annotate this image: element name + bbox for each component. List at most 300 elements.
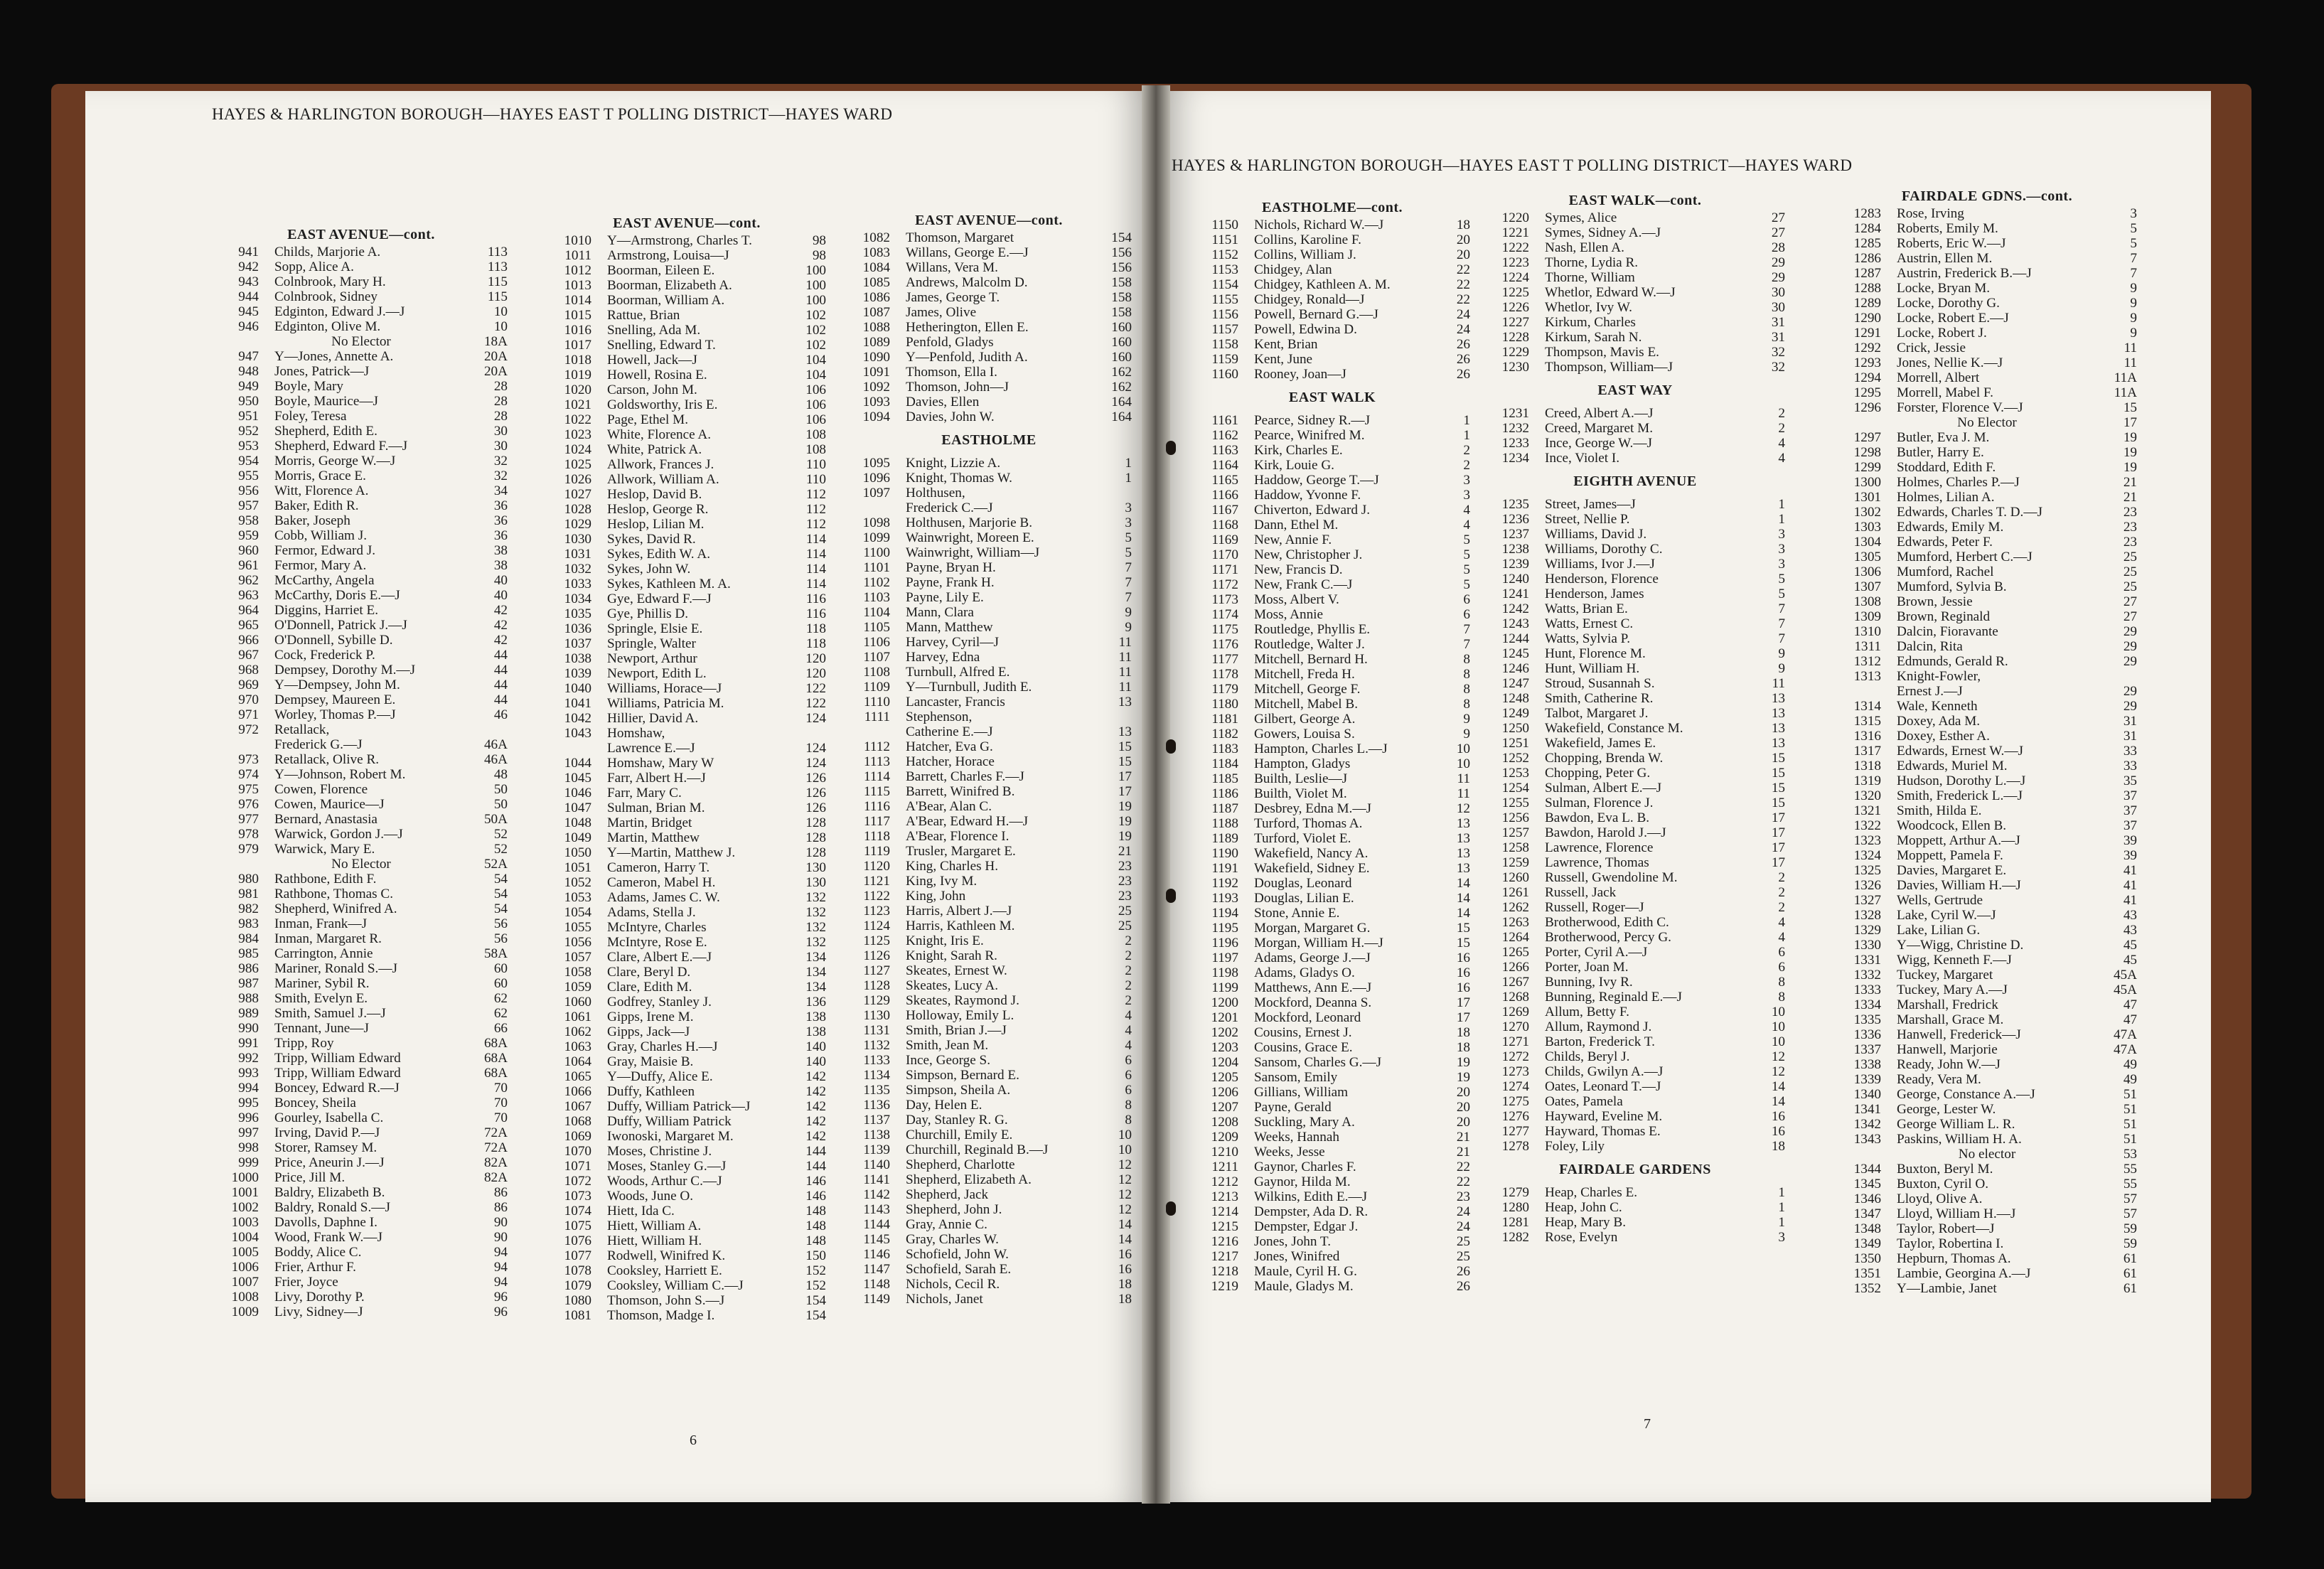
elector-row [843, 380, 1135, 395]
house-number: 16 [1456, 965, 1470, 980]
elector-row [545, 293, 829, 308]
elector-row [212, 543, 510, 558]
elector-name: Hampton, Gladys [1254, 756, 1351, 771]
house-number: 38 [493, 558, 508, 573]
elector-number: 949 [238, 379, 259, 394]
elector-number: 1252 [1501, 751, 1529, 766]
elector-row [1834, 1162, 2140, 1177]
elector-name: Bawdon, Harold J.—J [1545, 825, 1666, 840]
house-number: 28 [1771, 240, 1785, 255]
elector-number: 1259 [1501, 855, 1529, 870]
elector-number: 1083 [862, 245, 890, 260]
elector-name: Goldsworthy, Iris E. [607, 397, 718, 412]
elector-name: Childs, Marjorie A. [274, 245, 381, 259]
elector-row [545, 606, 829, 621]
elector-number: 1163 [1211, 443, 1238, 458]
elector-number: 1216 [1211, 1234, 1238, 1249]
house-number: 8 [1463, 682, 1470, 697]
elector-row [545, 741, 829, 756]
elector-name: Baker, Joseph [274, 513, 350, 528]
elector-name: Harris, Kathleen M. [906, 919, 1015, 933]
elector-row [545, 1263, 829, 1278]
elector-row [1482, 451, 1788, 466]
house-number: 51 [2123, 1102, 2137, 1117]
elector-name: Boncey, Edward R.—J [274, 1081, 400, 1096]
elector-row [1482, 870, 1788, 885]
elector-row [212, 1170, 510, 1185]
elector-name: Payne, Gerald [1254, 1100, 1332, 1115]
elector-row [545, 800, 829, 815]
elector-name: Cock, Frederick P. [274, 648, 375, 663]
elector-name: Kirkum, Sarah N. [1545, 330, 1642, 345]
elector-number: 1031 [564, 547, 591, 562]
elector-row [212, 1110, 510, 1125]
house-number: 148 [805, 1219, 826, 1233]
house-number: 16 [1771, 1124, 1785, 1139]
elector-name: George, Constance A.—J [1897, 1087, 2035, 1102]
house-number: 37 [2123, 818, 2137, 833]
elector-number: 1294 [1853, 370, 1881, 385]
elector-name: Gye, Phillis D. [607, 606, 689, 621]
elector-number: 1064 [564, 1054, 591, 1069]
elector-name: Davies, John W. [906, 409, 995, 424]
house-number: 39 [2123, 833, 2137, 848]
elector-row [1482, 601, 1788, 616]
house-number: 158 [1111, 275, 1132, 290]
elector-number: 972 [238, 722, 259, 737]
elector-name: Adams, Stella J. [607, 905, 696, 920]
elector-name: Butler, Eva J. M. [1897, 430, 1990, 445]
house-number: 45 [2123, 953, 2137, 968]
house-number: 17 [1456, 1010, 1470, 1025]
column-5 [1482, 191, 1788, 1245]
house-number: 17 [1118, 769, 1132, 784]
elector-number: 1058 [564, 965, 591, 980]
elector-row [1192, 771, 1473, 786]
house-number: 24 [1456, 322, 1470, 337]
house-number: 110 [805, 457, 826, 472]
elector-number: 1311 [1854, 639, 1881, 654]
house-number: 122 [805, 681, 826, 696]
elector-row [1482, 631, 1788, 646]
house-number: 9 [1463, 712, 1470, 727]
house-number: 132 [805, 905, 826, 920]
elector-row [1834, 908, 2140, 923]
elector-number: 1059 [564, 980, 591, 995]
elector-name: King, John [906, 889, 966, 904]
elector-row [1834, 684, 2140, 699]
elector-row [1482, 840, 1788, 855]
house-number: 5 [1463, 577, 1470, 592]
elector-number: 1143 [863, 1202, 890, 1217]
elector-number: 1090 [862, 350, 890, 365]
elector-row [212, 1200, 510, 1215]
elector-number: 946 [238, 319, 259, 334]
elector-name: Heap, Charles E. [1545, 1185, 1638, 1200]
elector-number: 1070 [564, 1144, 591, 1159]
elector-number: 984 [238, 931, 259, 946]
house-number: 37 [2123, 803, 2137, 818]
elector-row [212, 916, 510, 931]
elector-name: Davolls, Daphne I. [274, 1215, 377, 1230]
elector-number: 1161 [1211, 413, 1238, 428]
elector-number: 1013 [564, 278, 591, 293]
elector-number: 954 [238, 454, 259, 468]
elector-number: 1029 [564, 517, 591, 532]
elector-row [1192, 697, 1473, 712]
elector-row [1834, 669, 2140, 684]
elector-row [1482, 1139, 1788, 1154]
elector-row [1192, 786, 1473, 801]
house-number: 21 [2123, 490, 2137, 505]
house-number: 3 [1778, 527, 1785, 542]
elector-row [1834, 1221, 2140, 1236]
house-number: 108 [805, 442, 826, 457]
house-number: 19 [1118, 799, 1132, 814]
elector-row [1482, 721, 1788, 736]
elector-row [212, 454, 510, 468]
elector-row [1834, 803, 2140, 818]
elector-number: 1349 [1853, 1236, 1881, 1251]
elector-name: Bunning, Reginald E.—J [1545, 990, 1682, 1005]
elector-name: McIntyre, Charles [607, 920, 707, 935]
elector-number: 1323 [1853, 833, 1881, 848]
house-number: 4 [1463, 503, 1470, 518]
elector-name: Gray, Annie C. [906, 1217, 987, 1232]
elector-number: 1326 [1853, 878, 1881, 893]
elector-name: Price, Jill M. [274, 1170, 346, 1185]
house-number: 62 [493, 991, 508, 1006]
house-number: 144 [805, 1144, 826, 1159]
elector-name: Doxey, Esther A. [1897, 729, 1990, 744]
elector-row [1192, 741, 1473, 756]
elector-row [843, 1277, 1135, 1292]
house-number: 44 [493, 648, 508, 663]
elector-name: Street, James—J [1545, 497, 1636, 512]
elector-name: Holmes, Lilian A. [1897, 490, 1995, 505]
elector-number: 970 [238, 692, 259, 707]
elector-row [1482, 572, 1788, 587]
elector-number: 1110 [864, 695, 890, 709]
house-number: 4 [1778, 451, 1785, 466]
elector-name: Thorne, William [1545, 270, 1635, 285]
elector-number: 1243 [1501, 616, 1529, 631]
house-number: 152 [805, 1278, 826, 1293]
elector-name: Mann, Clara [906, 605, 974, 620]
house-number: 1 [1778, 1200, 1785, 1215]
house-number: 1 [1778, 512, 1785, 527]
elector-number: 1030 [564, 532, 591, 547]
house-number: 100 [805, 263, 826, 278]
elector-row [843, 1202, 1135, 1217]
elector-name: Smith, Samuel J.—J [274, 1006, 386, 1021]
elector-name: Adams, Gladys O. [1254, 965, 1355, 980]
elector-name: Crick, Jessie [1897, 341, 1966, 355]
elector-row [1834, 445, 2140, 460]
elector-name: Clare, Beryl D. [607, 965, 691, 980]
elector-row [545, 1010, 829, 1024]
elector-row [545, 830, 829, 845]
elector-row [1192, 503, 1473, 518]
elector-name: Rose, Irving [1897, 206, 1964, 221]
elector-name: Chopping, Brenda W. [1545, 751, 1664, 766]
elector-name: Hunt, Florence M. [1545, 646, 1646, 661]
elector-name: Snelling, Edward T. [607, 338, 716, 353]
elector-name: Shepherd, Elizabeth A. [906, 1172, 1032, 1187]
elector-name: Smith, Hilda E. [1897, 803, 1982, 818]
house-number: 15 [1771, 751, 1785, 766]
elector-row [1192, 1189, 1473, 1204]
elector-number: 993 [238, 1066, 259, 1081]
elector-name: Shepherd, Winifred A. [274, 901, 397, 916]
elector-row [1192, 322, 1473, 337]
elector-number: 1283 [1853, 206, 1881, 221]
elector-name: Boorman, Eileen E. [607, 263, 715, 278]
house-number: 7 [1778, 631, 1785, 646]
elector-row [545, 248, 829, 263]
house-number: 32 [1771, 345, 1785, 360]
elector-name: Davies, William H.—J [1897, 878, 2021, 893]
elector-name: Tripp, William Edward [274, 1051, 401, 1066]
elector-number: 985 [238, 946, 259, 961]
house-number: 20 [1456, 1100, 1470, 1115]
elector-name: Rose, Evelyn [1545, 1230, 1618, 1245]
elector-name: Warwick, Mary E. [274, 842, 375, 857]
elector-number: 1015 [564, 308, 591, 323]
elector-name: Tripp, William Edward [274, 1066, 401, 1081]
elector-row [843, 844, 1135, 859]
elector-row [843, 335, 1135, 350]
elector-name: Duffy, Kathleen [607, 1084, 695, 1099]
elector-row [843, 560, 1135, 575]
elector-name: Brotherwood, Percy G. [1545, 930, 1671, 945]
elector-number: 1267 [1501, 975, 1529, 990]
elector-row [843, 1098, 1135, 1113]
elector-row [1192, 277, 1473, 292]
elector-name: Edginton, Edward J.—J [274, 304, 405, 319]
elector-row [212, 692, 510, 707]
elector-name: Lake, Cyril W.—J [1897, 908, 1996, 923]
elector-name: Kent, Brian [1254, 337, 1318, 352]
elector-row [545, 457, 829, 472]
house-number: 2 [1125, 978, 1132, 993]
elector-number: 1002 [231, 1200, 259, 1215]
elector-row [1834, 1266, 2140, 1281]
elector-number: 1141 [863, 1172, 890, 1187]
elector-number: 1190 [1211, 846, 1238, 861]
house-number: 45A [2113, 968, 2137, 982]
elector-name: Taylor, Robert—J [1897, 1221, 1995, 1236]
elector-number: 1248 [1501, 691, 1529, 706]
elector-name: Austrin, Ellen M. [1897, 251, 1993, 266]
elector-name: Thomson, Margaret [906, 230, 1014, 245]
elector-number: 1260 [1501, 870, 1529, 885]
house-number: 158 [1111, 305, 1132, 320]
elector-row [545, 338, 829, 353]
house-number: 16 [1456, 950, 1470, 965]
elector-row [1482, 587, 1788, 601]
elector-row [545, 1084, 829, 1099]
elector-number: 1082 [862, 230, 890, 245]
elector-row [1482, 421, 1788, 436]
elector-number: 1020 [564, 382, 591, 397]
elector-row [212, 737, 510, 752]
elector-name: Wakefield, James E. [1545, 736, 1656, 751]
house-number: 6 [1125, 1083, 1132, 1098]
elector-name: Lake, Lilian G. [1897, 923, 1981, 938]
house-number: 13 [1118, 724, 1132, 739]
elector-name: Clare, Edith M. [607, 980, 692, 995]
elector-number: 1112 [864, 739, 890, 754]
elector-row [1482, 497, 1788, 512]
elector-name: Y—Johnson, Robert M. [274, 767, 406, 782]
house-number: 120 [805, 666, 826, 681]
house-number: 134 [805, 965, 826, 980]
elector-number: 1201 [1211, 1010, 1238, 1025]
elector-name: Retallack, Olive R. [274, 752, 380, 767]
elector-number: 1126 [863, 948, 890, 963]
elector-name: Ince, George W.—J [1545, 436, 1652, 451]
elector-name: Page, Ethel M. [607, 412, 689, 427]
elector-row [212, 1140, 510, 1155]
elector-number: 1169 [1211, 532, 1238, 547]
elector-row [212, 857, 510, 872]
elector-number: 988 [238, 991, 259, 1006]
elector-number: 1006 [231, 1260, 259, 1275]
house-number: 8 [1778, 990, 1785, 1005]
house-number: 142 [805, 1084, 826, 1099]
elector-row [545, 1204, 829, 1219]
elector-number: 1134 [863, 1068, 890, 1083]
elector-name: Mitchell, Freda H. [1254, 667, 1355, 682]
elector-number: 1343 [1853, 1132, 1881, 1147]
house-number: 24 [1456, 1219, 1470, 1234]
elector-number: 1004 [231, 1230, 259, 1245]
elector-name: Warwick, Gordon J.—J [274, 827, 403, 842]
elector-row [1482, 855, 1788, 870]
elector-name: Adams, James C. W. [607, 890, 720, 905]
elector-row [545, 472, 829, 487]
elector-number: 1081 [564, 1308, 591, 1323]
elector-number: 1213 [1211, 1189, 1238, 1204]
house-number: 26 [1456, 1264, 1470, 1279]
elector-number: 1072 [564, 1174, 591, 1189]
elector-row [212, 349, 510, 364]
elector-number: 1179 [1211, 682, 1238, 697]
elector-row [843, 784, 1135, 799]
house-number: 72A [483, 1140, 508, 1155]
elector-number: 1301 [1853, 490, 1881, 505]
elector-row [1192, 667, 1473, 682]
elector-row [1834, 1102, 2140, 1117]
house-number: 51 [2123, 1087, 2137, 1102]
elector-name: Dalcin, Fioravante [1897, 624, 1998, 639]
elector-number: 1271 [1501, 1034, 1529, 1049]
street-heading: EAST AVENUE—cont. [915, 213, 1063, 228]
house-number: 94 [493, 1245, 508, 1260]
elector-number: 1069 [564, 1129, 591, 1144]
elector-row [843, 739, 1135, 754]
elector-number: 1097 [862, 486, 890, 500]
elector-row [1834, 1281, 2140, 1296]
elector-row [1834, 938, 2140, 953]
house-number: 32 [493, 468, 508, 483]
elector-number: 1226 [1501, 300, 1529, 315]
house-number: 2 [1778, 406, 1785, 421]
elector-number: 1237 [1501, 527, 1529, 542]
elector-name: Thorne, Lydia R. [1545, 255, 1639, 270]
elector-name: Oates, Leonard T.—J [1545, 1079, 1661, 1094]
elector-row [1192, 861, 1473, 876]
elector-name: Henderson, Florence [1545, 572, 1659, 587]
house-number: 23 [1456, 1189, 1470, 1204]
binding-hole [1166, 1201, 1176, 1216]
elector-row [1192, 1010, 1473, 1025]
house-number: 19 [1118, 829, 1132, 844]
elector-row [1482, 315, 1788, 330]
house-number: 1 [1463, 428, 1470, 443]
elector-row [1482, 900, 1788, 915]
elector-row [212, 364, 510, 379]
house-number: 86 [493, 1200, 508, 1215]
elector-name: Y—Turnbull, Judith E. [906, 680, 1032, 695]
elector-row [843, 605, 1135, 620]
house-number: 7 [1125, 590, 1132, 605]
elector-row [1192, 1115, 1473, 1130]
house-number: 8 [1463, 652, 1470, 667]
elector-row [843, 620, 1135, 635]
elector-number: 1228 [1501, 330, 1529, 345]
elector-name: Thompson, Mavis E. [1545, 345, 1659, 360]
elector-row [545, 397, 829, 412]
elector-row [545, 636, 829, 651]
elector-row [545, 666, 829, 681]
elector-row [843, 799, 1135, 814]
elector-row [1834, 1236, 2140, 1251]
elector-number: 1063 [564, 1039, 591, 1054]
elector-row [1834, 355, 2140, 370]
elector-row [843, 919, 1135, 933]
house-number: 7 [1778, 616, 1785, 631]
elector-number: 1207 [1211, 1100, 1238, 1115]
elector-name: Whetlor, Ivy W. [1545, 300, 1632, 315]
elector-row [843, 260, 1135, 275]
elector-row [545, 1308, 829, 1323]
elector-row [1482, 1230, 1788, 1245]
house-number: 19 [1456, 1055, 1470, 1070]
house-number: 1 [1778, 497, 1785, 512]
elector-number: 1133 [863, 1053, 890, 1068]
elector-number: 1231 [1501, 406, 1529, 421]
elector-number: 1047 [564, 800, 591, 815]
elector-name: No Elector [331, 857, 391, 872]
house-number: 57 [2123, 1192, 2137, 1206]
elector-row [1834, 520, 2140, 535]
house-number: 20 [1456, 232, 1470, 247]
house-number: 13 [1456, 861, 1470, 876]
elector-number: 1318 [1853, 759, 1881, 773]
house-number: 96 [493, 1305, 508, 1319]
house-number: 60 [493, 961, 508, 976]
elector-number: 966 [238, 633, 259, 648]
elector-number: 1254 [1501, 781, 1529, 796]
elector-name: Jones, Winifred [1254, 1249, 1340, 1264]
elector-name: Howell, Jack—J [607, 353, 697, 368]
elector-row [545, 681, 829, 696]
elector-number: 1263 [1501, 915, 1529, 930]
house-number: 29 [2123, 684, 2137, 699]
house-number: 19 [2123, 445, 2137, 460]
